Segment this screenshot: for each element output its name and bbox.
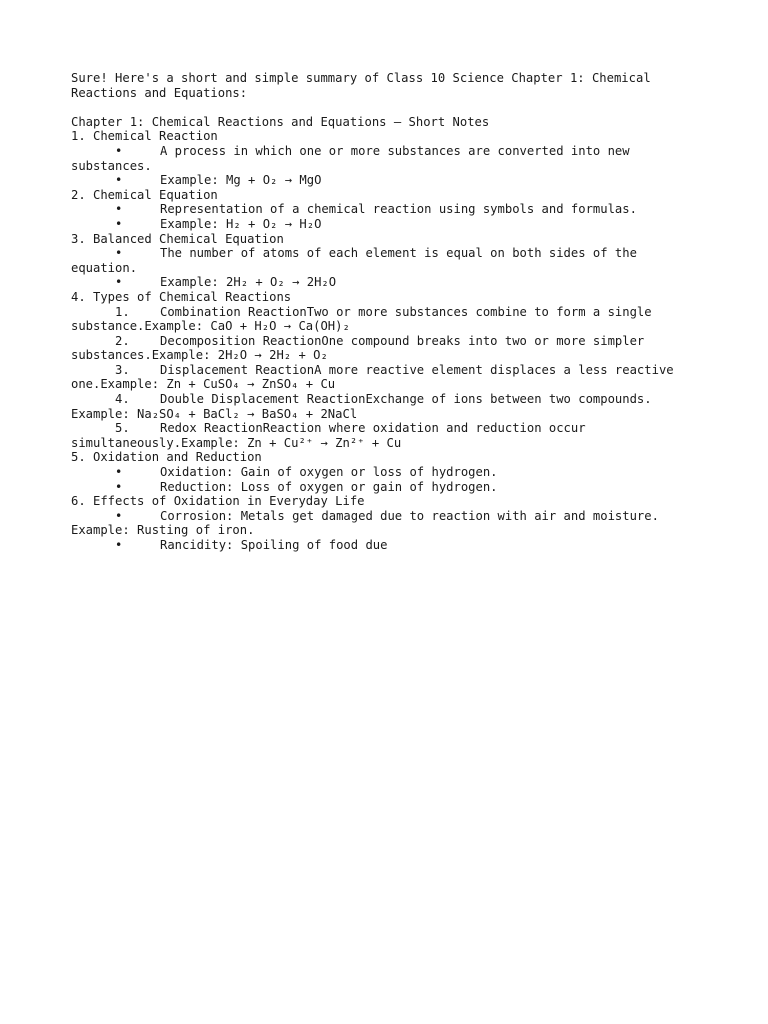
section-title: 2. Chemical Equation <box>71 187 218 202</box>
bullet-text: A process in which one or more substances are converted into new <box>160 143 630 158</box>
item-number: 2. <box>115 333 130 348</box>
bullet-continuation: equation. <box>71 260 138 275</box>
numbered-item <box>71 334 711 349</box>
bullet-marker: • <box>115 538 123 552</box>
section-title: 5. Oxidation and Reduction <box>71 450 262 465</box>
bullet-text: The number of atoms of each element is equal on both sides of the <box>160 246 637 261</box>
bullet-text: Example: 2H₂ + O₂ → 2H₂O <box>160 275 337 290</box>
bullet-item <box>71 509 711 524</box>
bullet-item <box>71 202 711 217</box>
item-text: Decomposition ReactionOne compound breaks into two or more simpler <box>160 333 645 348</box>
section-title: 4. Types of Chemical Reactions <box>71 289 292 304</box>
bullet-item <box>71 480 711 495</box>
bullet-text: Rancidity: Spoiling of food due <box>160 538 388 552</box>
bullet-marker: • <box>115 465 123 480</box>
item-continuation: substances.Example: 2H₂O → 2H₂ + O₂ <box>71 348 328 363</box>
bullet-continuation: Example: Rusting of iron. <box>71 523 255 538</box>
bullet-marker: • <box>115 246 123 261</box>
item-text: Redox ReactionReaction where oxidation and reduction occur <box>160 421 586 436</box>
spacer <box>71 100 711 115</box>
bullet-item <box>71 538 711 553</box>
numbered-item <box>71 392 711 407</box>
bullet-continuation: substances. <box>71 158 152 173</box>
item-number: 5. <box>115 421 130 436</box>
bullet-marker: • <box>115 479 123 494</box>
notes-heading: Chapter 1: Chemical Reactions and Equations – Short Notes <box>71 114 490 129</box>
item-number: 1. <box>115 304 130 319</box>
intro-line-2: Reactions and Equations: <box>71 85 248 100</box>
bullet-text: Example: Mg + O₂ → MgO <box>160 173 322 188</box>
bullet-marker: • <box>115 508 123 523</box>
numbered-item <box>71 363 711 378</box>
numbered-item <box>71 421 711 436</box>
section-title: 1. Chemical Reaction <box>71 129 218 144</box>
bullet-item <box>71 144 711 159</box>
intro-line-1: Sure! Here's a short and simple summary of Class 10 Science Chapter 1: Chemical <box>71 71 651 85</box>
bullet-text: Oxidation: Gain of oxygen or loss of hydrogen. <box>160 465 498 480</box>
item-continuation: simultaneously.Example: Zn + Cu²⁺ → Zn²⁺ + Cu <box>71 435 402 450</box>
item-continuation: Example: Na₂SO₄ + BaCl₂ → BaSO₄ + 2NaCl <box>71 406 358 421</box>
bullet-item <box>71 465 711 480</box>
bullet-marker: • <box>115 275 123 290</box>
numbered-item <box>71 305 711 320</box>
bullet-marker: • <box>115 173 123 188</box>
bullet-marker: • <box>115 202 123 217</box>
bullet-text: Corrosion: Metals get damaged due to reaction with air and moisture. <box>160 508 659 523</box>
bullet-marker: • <box>115 216 123 231</box>
bullet-item <box>71 275 711 290</box>
item-continuation: one.Example: Zn + CuSO₄ → ZnSO₄ + Cu <box>71 377 336 392</box>
item-text: Double Displacement ReactionExchange of ions between two compounds. <box>160 392 652 407</box>
bullet-marker: • <box>115 143 123 158</box>
item-text: Displacement ReactionA more reactive element displaces a less reactive <box>160 362 674 377</box>
section-title: 3. Balanced Chemical Equation <box>71 231 284 246</box>
bullet-item <box>71 173 711 188</box>
section-title: 6. Effects of Oxidation in Everyday Life <box>71 494 365 509</box>
item-number: 4. <box>115 392 130 407</box>
bullet-text: Example: H₂ + O₂ → H₂O <box>160 216 322 231</box>
bullet-item <box>71 217 711 232</box>
item-continuation: substance.Example: CaO + H₂O → Ca(OH)₂ <box>71 319 350 334</box>
item-number: 3. <box>115 362 130 377</box>
item-text: Combination ReactionTwo or more substances combine to form a single <box>160 304 652 319</box>
document-body <box>71 71 711 553</box>
bullet-text: Reduction: Loss of oxygen or gain of hydrogen. <box>160 479 498 494</box>
bullet-text: Representation of a chemical reaction using symbols and formulas. <box>160 202 637 217</box>
bullet-item <box>71 246 711 261</box>
